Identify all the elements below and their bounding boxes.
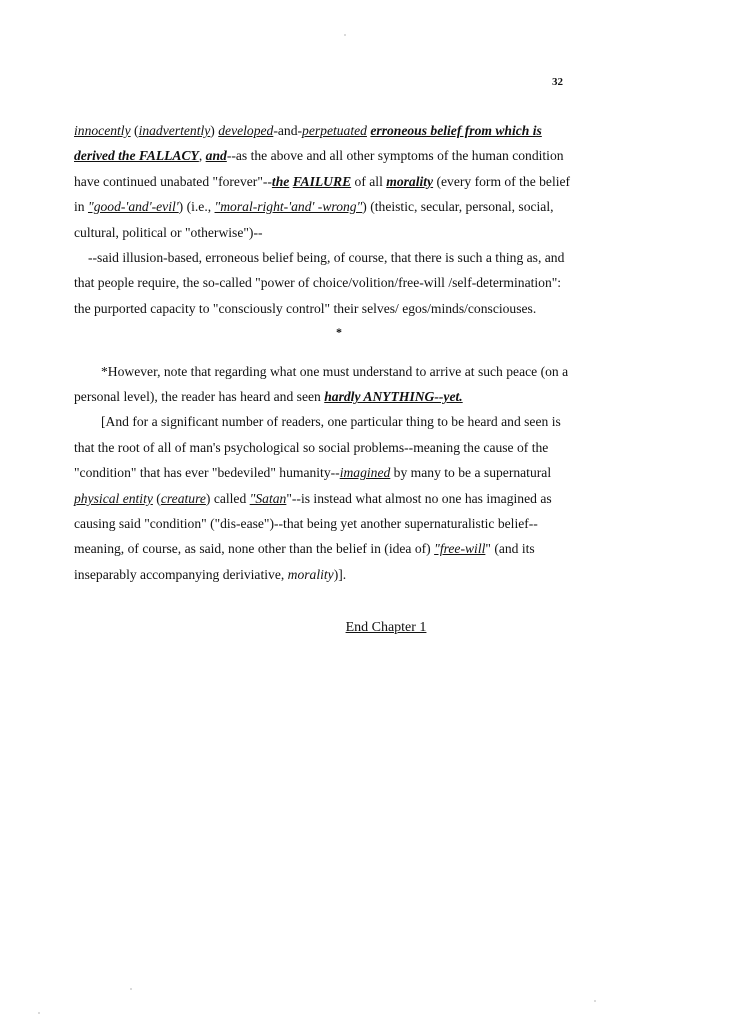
section-separator: * bbox=[336, 325, 342, 340]
strong-emphasis: the bbox=[271, 173, 290, 189]
text-run: -and- bbox=[273, 123, 303, 138]
end-chapter-heading: End Chapter 1 bbox=[345, 620, 427, 635]
paragraph-1 bbox=[74, 118, 574, 245]
scan-speck bbox=[344, 34, 346, 36]
text-run: by many to be a supernatural bbox=[390, 465, 552, 481]
text-run: *However, note that regarding what one must understand to arrive at such peace (on a personal level), the reader has heard and seen bbox=[74, 363, 569, 405]
text-run: ) (theistic, secular, personal, social, cultural, political or "otherwise")-- bbox=[74, 199, 554, 240]
paragraph-3 bbox=[74, 359, 574, 410]
text-run: "--is instead what almost no one has imagined as causing said "condition" ("dis-ease")--that being yet another supernaturalistic belief--meaning, of course, as said, none other than the belief in (idea of) bbox=[74, 490, 552, 557]
text-run: , bbox=[198, 148, 206, 164]
emphasis: physical entity bbox=[74, 490, 153, 506]
strong-emphasis: hardly ANYTHING--yet. bbox=[324, 389, 463, 405]
emphasis: "Satan bbox=[249, 490, 287, 506]
text-run: --as the above and all other symptoms of the human condition have continued unabated "forever"-- bbox=[74, 148, 564, 189]
emphasis: inadvertently bbox=[138, 123, 211, 138]
emphasis: "free-will bbox=[434, 541, 486, 557]
text-run: ) bbox=[210, 123, 219, 138]
paragraph-4 bbox=[74, 409, 574, 587]
scan-speck bbox=[38, 1012, 40, 1014]
text-run: [And for a significant number of readers, one particular thing to be heard and seen is that the root of all of man's psychological so social problems--meaning the cause of the "condition" that has ever "bedeviled" humanity-- bbox=[74, 414, 561, 481]
scan-speck bbox=[594, 1000, 596, 1002]
emphasis: creature bbox=[160, 490, 206, 506]
emphasis: perpetuated bbox=[302, 123, 367, 138]
text-run: ( bbox=[152, 490, 161, 506]
strong-emphasis: morality bbox=[386, 173, 434, 189]
text-run: )]. bbox=[333, 566, 347, 582]
scan-speck bbox=[130, 988, 132, 990]
page-number: 32 bbox=[552, 76, 563, 88]
paragraph-2: --said illusion-based, erroneous belief being, of course, that there is such a thing as, and that people require, the so-called "power of choice/volition/free-will /self-determination": the purported capacity to "consciously control" their selves/ egos/minds/consciouses. bbox=[74, 250, 565, 316]
emphasis: imagined bbox=[339, 465, 391, 481]
emphasis: "good-'and'-evil' bbox=[87, 199, 179, 215]
body-text bbox=[74, 118, 574, 587]
emphasis: morality bbox=[287, 566, 334, 582]
strong-emphasis: FAILURE bbox=[292, 173, 352, 189]
text-run: (every form of the belief in bbox=[74, 173, 571, 215]
emphasis: "moral-right-'and' -wrong" bbox=[214, 199, 363, 215]
text-run: " (and its inseparably accompanying deriviative, bbox=[74, 541, 535, 582]
emphasis: developed bbox=[218, 123, 274, 138]
text-run: of all bbox=[351, 173, 387, 189]
text-run: ( bbox=[130, 123, 139, 138]
text-run: ) called bbox=[205, 490, 250, 506]
strong-emphasis: erroneous belief from which is derived the FALLACY bbox=[74, 123, 542, 164]
strong-emphasis: and bbox=[205, 148, 227, 164]
emphasis: innocently bbox=[74, 123, 131, 138]
text-run: ) (i.e., bbox=[178, 199, 215, 215]
